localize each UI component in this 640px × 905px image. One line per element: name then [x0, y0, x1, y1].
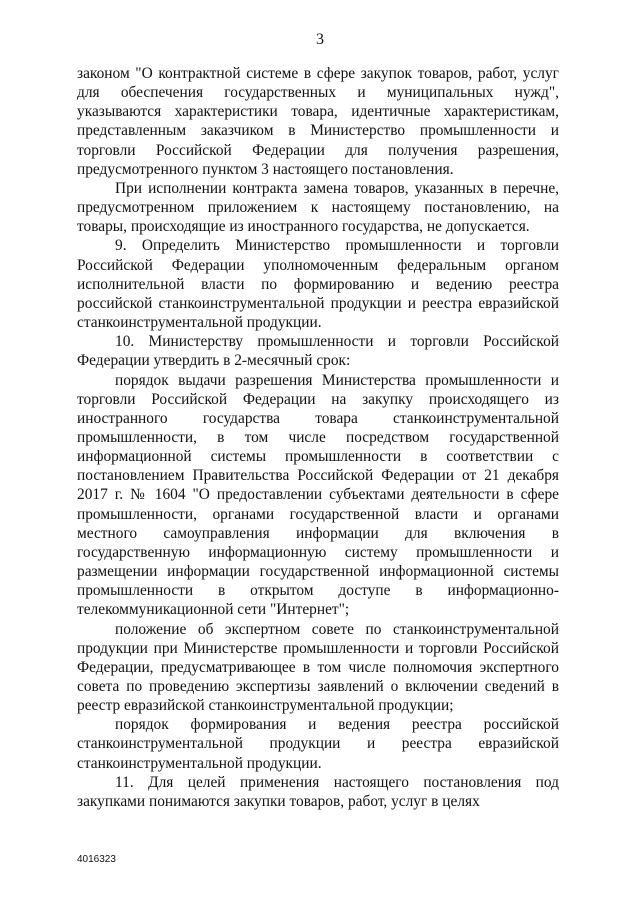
footer-code: 4016323	[77, 854, 116, 865]
page-number: 3	[316, 31, 324, 48]
paragraph-registry-procedure: порядок формирования и ведения реестра российской станкоинструментальной продукции и реестра евразийской станкоинструментальной продукции.	[77, 716, 559, 772]
paragraph-expert-council: положение об экспертном совете по станкоинструментальной продукции при Министерстве промышленности и торговли Российской Федерации, предусматривающее в том числе полномочия экспертного совета по проведению экспертизы заявлений о включении сведений в реестр евразийской станкоинструментальной продукции;	[77, 620, 559, 715]
paragraph-continuation: законом "О контрактной системе в сфере закупок товаров, работ, услуг для обеспечения государственных и муниципальных нужд", указываются характеристики товара, идентичные характеристикам, представленным заказчиком в Министерство промышленности и торговли Российской Федерации для получения разрешения, предусмотренного пунктом 3 настоящего постановления.	[77, 65, 559, 178]
paragraph-item-9: 9. Определить Министерство промышленности и торговли Российской Федерации уполномоченным федеральным органом исполнительной власти по формированию и ведению реестра российской станкоинструментальной продукции и реестра евразийской станкоинструментальной продукции.	[77, 237, 559, 332]
paragraph-contract-replacement: При исполнении контракта замена товаров, указанных в перечне, предусмотренном приложением к настоящему постановлению, на товары, происходящие из иностранного государства, не допускается.	[77, 179, 559, 236]
paragraph-permit-procedure: порядок выдачи разрешения Министерства промышленности и торговли Российской Федерации на закупку происходящего из иностранного государства товара станкоинструментальной промышленности, в том числе посредством государственной информационной системы промышленности в соответствии с постановлением Правительства Российской Федерации от 21 декабря 2017 г. № 1604 "О предоставлении субъектами деятельности в сфере промышленности, органами государственной власти и органами местного самоуправления информации для включения в государственную информационную систему промышленности и размещении информации государственной информационной системы промышленности в открытом доступе в информационно-телекоммуникационной сети "Интернет";	[77, 371, 559, 619]
document-body	[77, 64, 559, 811]
paragraph-item-11: 11. Для целей применения настоящего постановления под закупками понимаются закупки товаров, работ, услуг в целях	[77, 773, 559, 810]
paragraph-item-10: 10. Министерству промышленности и торговли Российской Федерации утвердить в 2-месячный срок:	[77, 333, 559, 370]
